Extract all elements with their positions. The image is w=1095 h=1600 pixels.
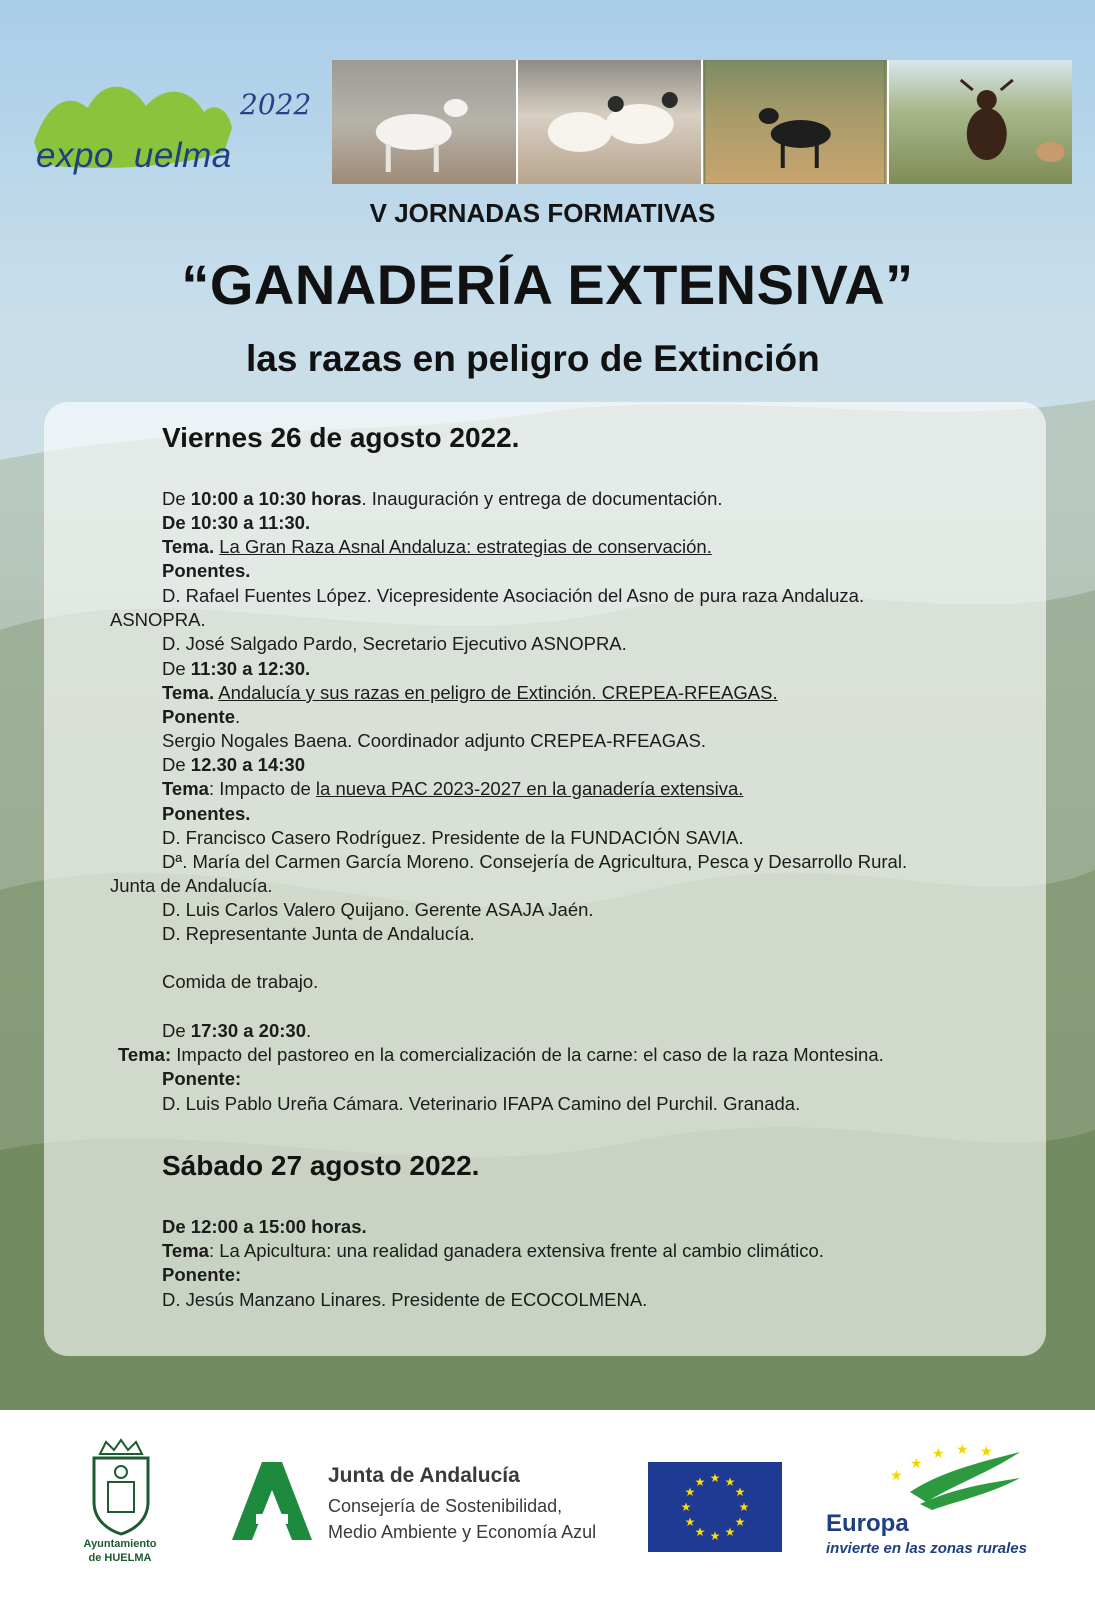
program-line: Tema. Andalucía y sus razas en peligro de Extinción. CREPEA-RFEAGAS. xyxy=(162,682,778,703)
program-line: Junta de Andalucía. xyxy=(110,875,273,896)
svg-text:★: ★ xyxy=(724,1525,736,1539)
program-line: Ponente. xyxy=(162,706,241,727)
svg-text:★: ★ xyxy=(709,1529,721,1543)
svg-text:★: ★ xyxy=(684,1515,696,1529)
svg-text:★: ★ xyxy=(932,1446,945,1462)
huelma-label-line2: de HUELMA xyxy=(88,1552,152,1564)
title-main: “GANADERÍA EXTENSIVA” xyxy=(181,253,914,316)
program-line: D. Francisco Casero Rodríguez. Presidente de la FUNDACIÓN SAVIA. xyxy=(162,827,744,848)
svg-text:★: ★ xyxy=(680,1500,692,1514)
svg-text:★: ★ xyxy=(724,1475,736,1489)
cattle-photo xyxy=(889,60,1073,184)
svg-text:★: ★ xyxy=(980,1444,993,1460)
program-line: Ponente: xyxy=(162,1264,242,1285)
program-line: D. Jesús Manzano Linares. Presidente de ECOCOLMENA. xyxy=(162,1289,648,1310)
logo-word-expo: expo xyxy=(36,136,114,175)
sponsor-footer xyxy=(0,1422,1095,1600)
program-line: De 10:30 a 11:30. xyxy=(162,512,311,533)
logo-word-uelma: uelma xyxy=(133,136,232,175)
program-line: De 11:30 a 12:30. xyxy=(162,658,311,679)
svg-text:★: ★ xyxy=(694,1525,706,1539)
title-line1: V JORNADAS FORMATIVAS xyxy=(369,198,716,228)
junta-subtitle-line1: Consejería de Sostenibilidad, xyxy=(328,1496,563,1516)
program-line: D. Rafael Fuentes López. Vicepresidente Asociación del Asno de pura raza Andaluza. xyxy=(162,585,865,606)
title-subtitle: las razas en peligro de Extinción xyxy=(246,338,820,379)
europa-tagline: invierte en las zonas rurales xyxy=(826,1540,1027,1557)
junta-subtitle-line2: Medio Ambiente y Economía Azul xyxy=(328,1522,597,1542)
svg-text:★: ★ xyxy=(734,1515,746,1529)
program-line: Tema: La Apicultura: una realidad ganadera extensiva frente al cambio climático. xyxy=(162,1240,824,1261)
svg-text:★: ★ xyxy=(890,1468,903,1484)
white-goat-photo xyxy=(332,60,518,184)
program-line: Tema. La Gran Raza Asnal Andaluza: estrategias de conservación. xyxy=(162,536,712,557)
svg-text:★: ★ xyxy=(956,1442,969,1458)
junta-title: Junta de Andalucía xyxy=(328,1464,520,1487)
europa-label: Europa xyxy=(826,1510,909,1537)
svg-text:★: ★ xyxy=(684,1485,696,1499)
photo-strip xyxy=(332,60,1072,184)
program-line: De 17:30 a 20:30. xyxy=(162,1020,312,1041)
program-line: ASNOPRA. xyxy=(110,609,206,630)
program-line: Sergio Nogales Baena. Coordinador adjunto CREPEA-RFEAGAS. xyxy=(162,730,706,751)
eu-flag-icon xyxy=(648,1462,782,1552)
program-line: D. Representante Junta de Andalucía. xyxy=(162,923,475,944)
junta-andalucia-logo-icon xyxy=(232,1462,312,1540)
day2-heading: Sábado 27 agosto 2022. xyxy=(162,1150,480,1181)
huelma-coat-of-arms-icon xyxy=(86,1436,156,1536)
svg-text:★: ★ xyxy=(734,1485,746,1499)
program-line: Comida de trabajo. xyxy=(162,971,319,992)
program-line: De 12.30 a 14:30 xyxy=(162,754,305,775)
black-goat-photo xyxy=(703,60,889,184)
program-line: De 12:00 a 15:00 horas. xyxy=(162,1216,367,1237)
program-line: Tema: Impacto de la nueva PAC 2023-2027 en la ganadería extensiva. xyxy=(162,778,744,799)
day1-heading: Viernes 26 de agosto 2022. xyxy=(162,422,520,453)
program-line: Tema: Impacto del pastoreo en la comercialización de la carne: el caso de la raza Montesina. xyxy=(118,1044,884,1065)
program-line: De 10:00 a 10:30 horas. Inauguración y entrega de documentación. xyxy=(162,488,723,509)
program-line: Dª. María del Carmen García Moreno. Consejería de Agricultura, Pesca y Desarrollo Rural. xyxy=(162,851,908,872)
logo-word-h: h xyxy=(113,136,134,175)
program-line: D. José Salgado Pardo, Secretario Ejecutivo ASNOPRA. xyxy=(162,633,627,654)
program-line: Ponentes. xyxy=(162,560,251,581)
program-line: Ponentes. xyxy=(162,803,251,824)
logo-year: 2022 xyxy=(240,88,312,121)
europa-rural-logo-icon xyxy=(880,1442,1030,1512)
logo-wordmark xyxy=(36,136,232,176)
program-line: Ponente: xyxy=(162,1068,242,1089)
huelma-label-line1: Ayuntamiento xyxy=(83,1538,157,1550)
svg-text:★: ★ xyxy=(738,1500,750,1514)
program-line: D. Luis Carlos Valero Quijano. Gerente ASAJA Jaén. xyxy=(162,899,594,920)
sheep-flock-photo xyxy=(518,60,704,184)
svg-text:★: ★ xyxy=(910,1456,923,1472)
svg-text:★: ★ xyxy=(709,1471,721,1485)
svg-text:★: ★ xyxy=(694,1475,706,1489)
program-line: D. Luis Pablo Ureña Cámara. Veterinario IFAPA Camino del Purchil. Granada. xyxy=(162,1093,801,1114)
